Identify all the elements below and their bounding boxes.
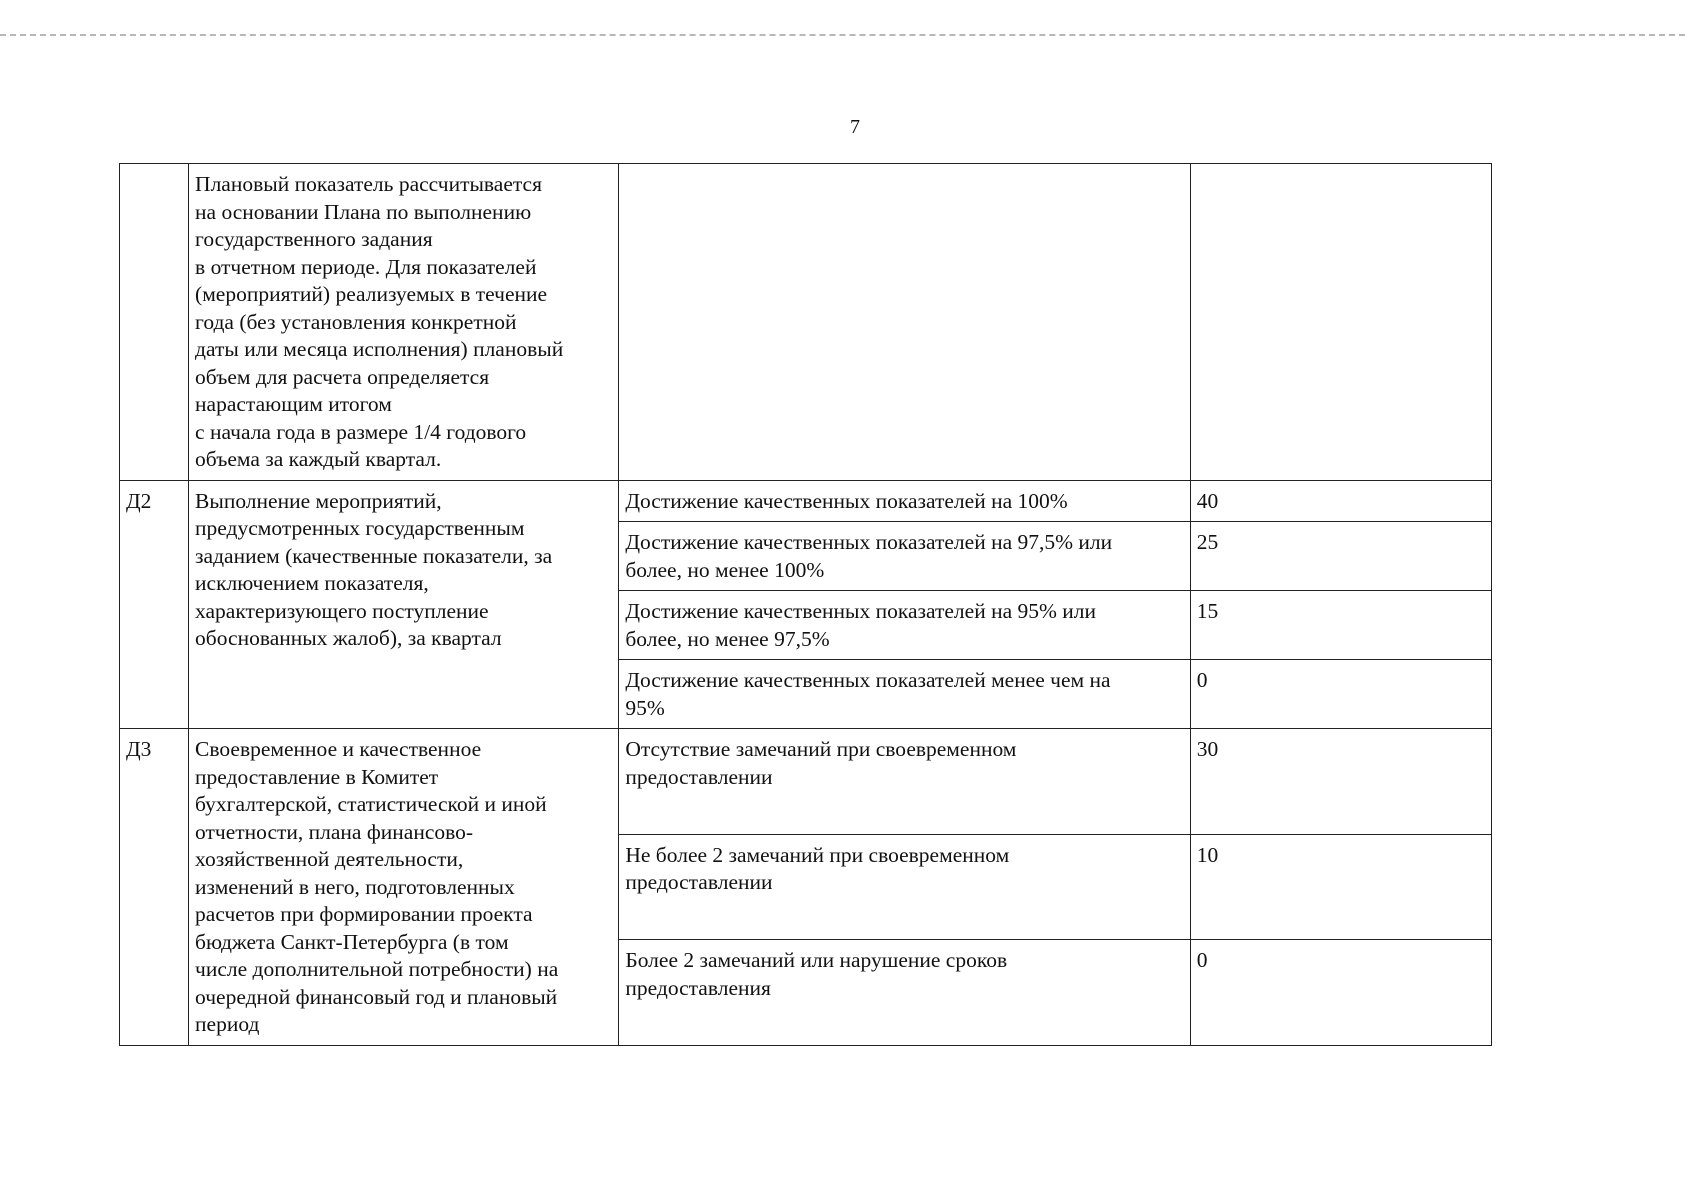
points-d2-3: 15 [1190, 591, 1491, 660]
table-row-d3 [120, 729, 1492, 835]
table-row-intro [120, 164, 1492, 481]
criterion-d3-3: Более 2 замечаний или нарушение сроков предоставления [619, 940, 1190, 1046]
criterion-d2-3: Достижение качественных показателей на 95% или более, но менее 97,5% [619, 591, 1190, 660]
criterion-d3-2: Не более 2 замечаний при своевременном предоставлении [619, 834, 1190, 940]
points-d2-1: 40 [1190, 480, 1491, 522]
planned-indicator-description: Плановый показатель рассчитывается на основании Плана по выполнению государственного задания в отчетном периоде. Для показателей (мероприятий) реализуемых в течение года (без установления конкретной даты или месяца исполнения) плановый объем для расчета определяется нарастающим итогом с начала года в размере 1/4 годового объема за каждый квартал. [189, 164, 619, 481]
points-d2-2: 25 [1190, 522, 1491, 591]
points-cell [1190, 164, 1491, 481]
points-d3-2: 10 [1190, 834, 1491, 940]
points-d3-1: 30 [1190, 729, 1491, 835]
row-code-cell [120, 164, 189, 481]
indicator-code-d3: Д3 [120, 729, 189, 1046]
criterion-cell [619, 164, 1190, 481]
criterion-d2-2: Достижение качественных показателей на 97,5% или более, но менее 100% [619, 522, 1190, 591]
table-row-d2 [120, 480, 1492, 522]
indicator-description-d2: Выполнение мероприятий, предусмотренных государственным заданием (качественные показатели, за исключением показателя, характеризующего поступление обоснованных жалоб), за квартал [189, 480, 619, 729]
indicator-code-d2: Д2 [120, 480, 189, 729]
criterion-d2-4: Достижение качественных показателей менее чем на 95% [619, 660, 1190, 729]
points-d3-3: 0 [1190, 940, 1491, 1046]
indicator-description-d3: Своевременное и качественное предоставление в Комитет бухгалтерской, статистической и иной отчетности, плана финансово- хозяйственной деятельности, изменений в него, подготовленных расчетов при формировании проекта бюджета Санкт-Петербурга (в том числе дополнительной потребности) на очередной финансовый год и плановый период [189, 729, 619, 1046]
criterion-d3-1: Отсутствие замечаний при своевременном предоставлении [619, 729, 1190, 835]
criteria-table [119, 163, 1492, 1046]
page-number: 7 [850, 116, 860, 138]
criterion-d2-1: Достижение качественных показателей на 100% [619, 480, 1190, 522]
scan-top-rule [0, 34, 1685, 36]
points-d2-4: 0 [1190, 660, 1491, 729]
